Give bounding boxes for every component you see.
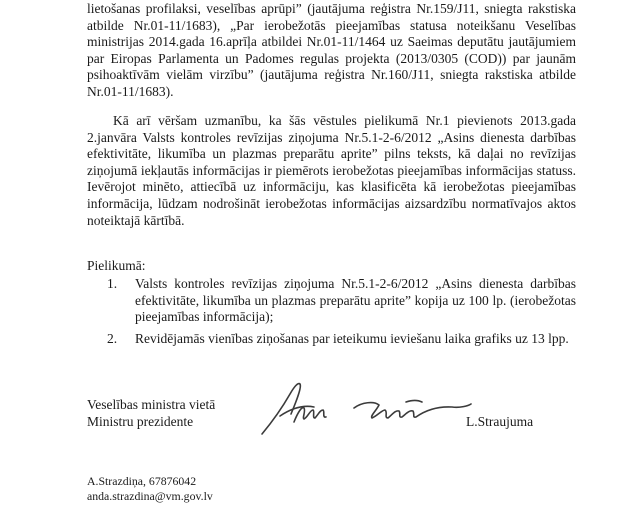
attachments-heading: Pielikumā: xyxy=(87,258,146,273)
attachment-number: 1. xyxy=(107,276,118,291)
signatory-role xyxy=(87,397,215,430)
contact-info xyxy=(87,474,213,504)
contact-email: anda.strazdina@vm.gov.lv xyxy=(87,489,213,503)
attachment-item xyxy=(87,276,576,326)
attachment-text: Valsts kontroles revīzijas ziņojuma Nr.5.1-2-6/2012 „Asins dienesta darbības efektivitāte, likumība un plazmas preparātu aprite” kopija uz 100 lp. (ierobežotas pieejamības informācija); xyxy=(135,276,576,325)
attachment-number: 2. xyxy=(107,330,118,346)
body-paragraph-2: Kā arī vēršam uzmanību, ka šās vēstules pielikumā Nr.1 pievienots 2013.gada 2.janvāra Valsts kontroles revīzijas ziņojuma Nr.5.1-2-6/2012 „Asins dienesta darbības efektivitāte, likumība un plazmas preparātu aprite” pilns teksts, kā daļai no revīzijas ziņojumā iekļautās informācijas ir piemērots ierobežotas pieejamības informācijas statuss. Ievērojot minēto, attiecībā uz informāciju, kas klasificēta kā ierobežotas pieejamības informācija, lūdzam nodrošināt ierobežotas informācijas aizsardzību normatīvajos aktos noteiktajā kārtībā. xyxy=(87,113,576,228)
signatory-role-line-1: Veselības ministra vietā xyxy=(87,397,216,412)
signatory-name: L.Straujuma xyxy=(466,414,534,429)
body-paragraph-1: lietošanas profilaksi, veselības aprūpi” (jautājuma reģistra Nr.159/J11, sniegta rakstiska atbilde Nr.01-11/1683), „Par ierobežotās pieejamības statusa noteikšanu Veselības ministrijas 2014.gada 16.aprīļa atbildei Nr.01-11/1464 uz Saeimas deputātu jautājumiem par Eiropas Parlamenta un Padomes regulas projekta (2013/0305 (COD)) par jaunām psihoaktīvām vielām virzību” (jautājuma reģistra Nr.160/J11, sniegta rakstiska atbilde Nr.01-11/1683). xyxy=(87,1,576,99)
attachment-text: Revidējamās vienības ziņošanas par ieteikumu ieviešanu laika grafiks uz 13 lpp. xyxy=(135,330,569,346)
handwritten-signature xyxy=(258,378,473,438)
contact-author: A.Strazdiņa, 67876042 xyxy=(87,474,197,488)
attachment-item xyxy=(87,331,576,348)
attachments-list xyxy=(87,276,576,352)
signatory-role-line-2: Ministru prezidente xyxy=(87,413,194,429)
